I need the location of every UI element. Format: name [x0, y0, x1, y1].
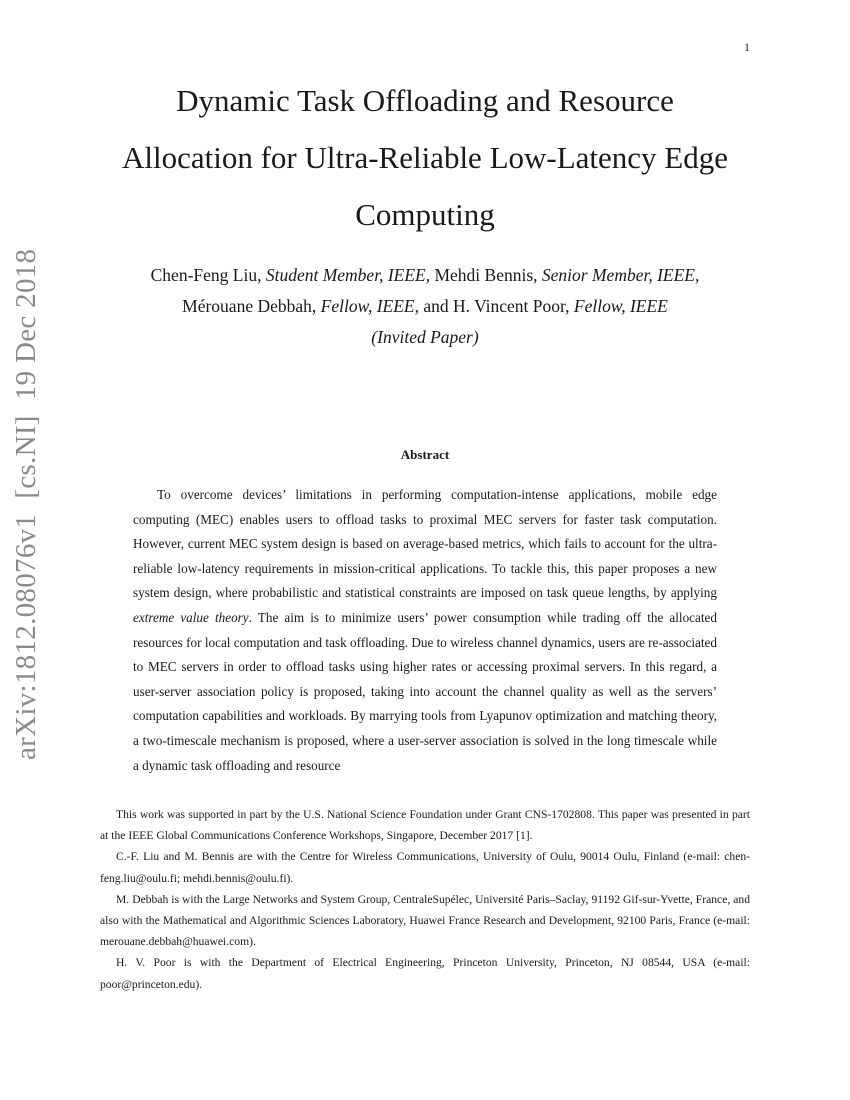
footnotes — [100, 804, 750, 995]
abstract-text-part-2: . The aim is to minimize users’ power consumption while trading off the allocated resources for local computation and task offloading. Due to wireless channel dynamics, users are re-associated to MEC servers in order to offload tasks using higher rates or accessing proximal servers. In this regard, a user-server association policy is proposed, taking into account the channel quality as well as the servers’ computation capabilities and workloads. By marrying tools from Lyapunov optimization and matching theory, a two-timescale mechanism is proposed, where a user-server association is solved in the long timescale while a dynamic task offloading and resource — [133, 609, 717, 773]
footnote-affiliation-liu-bennis: C.-F. Liu and M. Bennis are with the Centre for Wireless Communications, University of Oulu, 90014 Oulu, Finland (e-mail: chen-feng.liu@oulu.fi; mehdi.bennis@oulu.fi). — [100, 850, 750, 885]
author-line-2 — [90, 291, 760, 322]
footnote-affiliation-debbah: M. Debbah is with the Large Networks and System Group, CentraleSupélec, Université Paris–Saclay, 91192 Gif-sur-Yvette, France, and also with the Mathematical and Algorithmic Sciences Laboratory, Huawei France Research and Development, 92100 Paris, France (e-mail: merouane.debbah@huawei.com). — [100, 892, 750, 949]
footnote-funding: This work was supported in part by the U.S. National Science Foundation under Grant CNS-1702808. This paper was presented in part at the IEEE Global Communications Conference Workshops, Singapore, December 2017 [1]. — [100, 808, 750, 843]
author-membership: Student Member, IEEE, — [265, 265, 431, 285]
author-name: H. Vincent Poor, — [453, 296, 570, 316]
invited-paper-note — [90, 322, 760, 353]
footnote-affiliation-poor: H. V. Poor is with the Department of Electrical Engineering, Princeton University, Princeton, NJ 08544, USA (e-mail: poor@princeton.edu). — [100, 956, 750, 991]
abstract-text-part-1: To overcome devices’ limitations in performing computation-intense applications, mobile edge computing (MEC) enables users to offload tasks to proximal MEC servers for faster task computation. However, current MEC system design is based on average-based metrics, which fails to account for the ultra-reliable low-latency requirements in mission-critical applications. To tackle this, this paper proposes a new system design, where probabilistic and statistical constraints are imposed on task queue lengths, by applying — [133, 487, 717, 601]
author-membership: Fellow, IEEE — [573, 296, 668, 316]
paper-title: Dynamic Task Offloading and Resource Allocation for Ultra-Reliable Low-Latency Edge Computing — [122, 83, 728, 232]
author-membership: Senior Member, IEEE, — [541, 265, 700, 285]
abstract-heading: Abstract — [400, 447, 450, 462]
author-name: Mehdi Bennis, — [434, 265, 538, 285]
author-conjunction: and — [423, 296, 449, 316]
author-line-1 — [90, 260, 760, 291]
author-name: Mérouane Debbah, — [182, 296, 317, 316]
author-block — [90, 260, 760, 353]
page-number: 1 — [744, 40, 750, 54]
abstract-emphasis: extreme value theory — [133, 609, 249, 625]
arxiv-identifier-stamp: arXiv:1812.08076v1 [cs.NI] 19 Dec 2018 — [10, 248, 42, 760]
author-membership: Fellow, IEEE, — [320, 296, 419, 316]
author-name: Chen-Feng Liu, — [150, 265, 262, 285]
invited-paper-label: (Invited Paper) — [371, 327, 479, 347]
abstract-body — [133, 483, 717, 778]
